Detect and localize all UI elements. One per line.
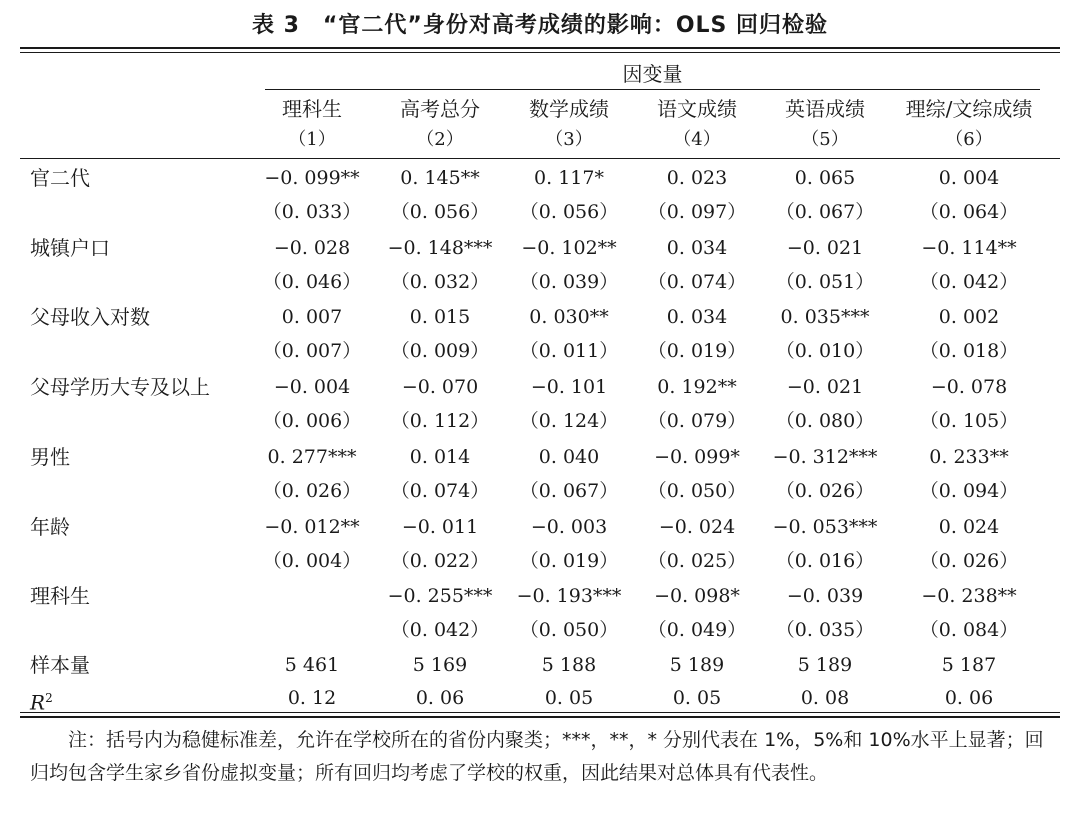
std-error-cell: （0. 009） (390, 340, 490, 362)
coefficient-cell: −0. 021 (786, 237, 864, 259)
coefficient-cell: 0. 277*** (267, 446, 357, 468)
std-error-cell: （0. 026） (775, 480, 875, 502)
row-label: 城镇户口 (30, 236, 110, 260)
std-error-cell: （0. 010） (775, 340, 875, 362)
row-label: 理科生 (30, 584, 90, 608)
coefficient-cell: −0. 312*** (772, 446, 878, 468)
r-squared-label (30, 686, 53, 715)
table-note: 注：括号内为稳健标准差，允许在学校所在的省份内聚类；***，**，* 分别代表在 1%，5%和 10%水平上显著；回归均包含学生家乡省份虚拟变量；所有回归均考虑了学校的权重，因此结果对总体具有代表性。 (30, 729, 1044, 784)
std-error-cell: （0. 007） (262, 340, 362, 362)
r-squared-cell: 0. 08 (800, 687, 850, 709)
std-error-cell: （0. 080） (775, 410, 875, 432)
coefficient-cell: 0. 002 (938, 306, 1000, 328)
coefficient-cell: 0. 233** (929, 446, 1009, 468)
coefficient-cell: −0. 114** (921, 237, 1017, 259)
std-error-cell: （0. 016） (775, 550, 875, 572)
r-squared-symbol: R (30, 690, 46, 715)
sample-size-cell: 5 461 (284, 654, 340, 676)
r-squared-cell: 0. 06 (415, 687, 465, 709)
coefficient-cell: 0. 024 (938, 516, 1000, 538)
coefficient-cell: −0. 102** (521, 237, 617, 259)
std-error-cell: （0. 025） (647, 550, 747, 572)
dependent-variable-header: 因变量 (622, 62, 683, 86)
column-number: （3） (545, 129, 593, 150)
std-error-cell: （0. 032） (390, 271, 490, 293)
table-title: 表 3 “官二代”身份对高考成绩的影响：OLS 回归检验 (251, 13, 829, 38)
coefficient-cell: 0. 040 (538, 446, 600, 468)
std-error-cell: （0. 105） (919, 410, 1019, 432)
std-error-cell: （0. 064） (919, 201, 1019, 223)
coefficient-cell: 0. 007 (281, 306, 343, 328)
coefficient-cell: −0. 255*** (387, 585, 493, 607)
std-error-cell: （0. 019） (519, 550, 619, 572)
std-error-cell: （0. 026） (919, 550, 1019, 572)
row-label: 男性 (30, 445, 70, 469)
column-header: 数学成绩 (529, 97, 609, 121)
column-number: （6） (945, 129, 993, 150)
coefficient-cell: −0. 039 (786, 585, 864, 607)
coefficient-cell: 0. 015 (409, 306, 471, 328)
std-error-cell: （0. 042） (390, 619, 490, 641)
std-error-cell: （0. 042） (919, 271, 1019, 293)
std-error-cell: （0. 074） (390, 480, 490, 502)
std-error-cell: （0. 033） (262, 201, 362, 223)
std-error-cell: （0. 050） (519, 619, 619, 641)
bottom-rule-thick (20, 716, 1060, 718)
std-error-cell: （0. 035） (775, 619, 875, 641)
std-error-cell: （0. 039） (519, 271, 619, 293)
column-number: （1） (288, 129, 336, 150)
row-label: 父母收入对数 (30, 305, 150, 329)
column-number: （2） (416, 129, 464, 150)
std-error-cell: （0. 067） (519, 480, 619, 502)
row-label: 父母学历大专及以上 (30, 375, 210, 399)
coefficient-cell: −0. 024 (658, 516, 736, 538)
std-error-cell: （0. 051） (775, 271, 875, 293)
column-header: 英语成绩 (785, 97, 865, 121)
coefficient-cell: 0. 004 (938, 167, 1000, 189)
coefficient-cell: −0. 078 (930, 376, 1008, 398)
coefficient-cell: −0. 003 (530, 516, 608, 538)
r-squared-cell: 0. 12 (287, 687, 337, 709)
sample-size-cell: 5 188 (541, 654, 597, 676)
coefficient-cell: 0. 145** (400, 167, 480, 189)
coefficient-cell: −0. 070 (401, 376, 479, 398)
coefficient-cell: −0. 053*** (772, 516, 878, 538)
coefficient-cell: 0. 117* (534, 167, 604, 189)
column-number: （4） (673, 129, 721, 150)
std-error-cell: （0. 049） (647, 619, 747, 641)
column-number: （5） (801, 129, 849, 150)
sample-size-cell: 5 189 (669, 654, 725, 676)
coefficient-cell: 0. 030** (529, 306, 609, 328)
sample-size-label: 样本量 (30, 653, 90, 677)
dependent-header-rule (265, 89, 1040, 90)
coefficient-cell: 0. 034 (666, 306, 728, 328)
sample-size-cell: 5 169 (412, 654, 468, 676)
column-header: 语文成绩 (657, 97, 737, 121)
r-squared-cell: 0. 05 (672, 687, 722, 709)
std-error-cell: （0. 094） (919, 480, 1019, 502)
std-error-cell: （0. 004） (262, 550, 362, 572)
top-rule-thin (20, 52, 1060, 53)
std-error-cell: （0. 006） (262, 410, 362, 432)
std-error-cell: （0. 019） (647, 340, 747, 362)
coefficient-cell: −0. 101 (530, 376, 608, 398)
coefficient-cell: 0. 034 (666, 237, 728, 259)
coefficient-cell: −0. 148*** (387, 237, 493, 259)
r-squared-superscript: 2 (45, 691, 53, 705)
row-label: 年龄 (30, 515, 70, 539)
coefficient-cell: −0. 012** (264, 516, 360, 538)
std-error-cell: （0. 112） (390, 410, 490, 432)
sample-size-cell: 5 189 (797, 654, 853, 676)
std-error-cell: （0. 056） (519, 201, 619, 223)
std-error-cell: （0. 050） (647, 480, 747, 502)
std-error-cell: （0. 067） (775, 201, 875, 223)
std-error-cell: （0. 018） (919, 340, 1019, 362)
header-bottom-rule (20, 158, 1060, 159)
coefficient-cell: −0. 011 (401, 516, 479, 538)
r-squared-cell: 0. 05 (544, 687, 594, 709)
column-header: 理科生 (282, 97, 342, 121)
std-error-cell: （0. 022） (390, 550, 490, 572)
coefficient-cell: 0. 035*** (780, 306, 870, 328)
coefficient-cell: 0. 023 (666, 167, 728, 189)
std-error-cell: （0. 056） (390, 201, 490, 223)
coefficient-cell: −0. 004 (273, 376, 351, 398)
coefficient-cell: −0. 238** (921, 585, 1017, 607)
std-error-cell: （0. 011） (519, 340, 619, 362)
coefficient-cell: −0. 021 (786, 376, 864, 398)
r-squared-cell: 0. 06 (944, 687, 994, 709)
coefficient-cell: −0. 098* (654, 585, 740, 607)
top-rule-thick (20, 47, 1060, 49)
std-error-cell: （0. 046） (262, 271, 362, 293)
bottom-rule-thin (20, 712, 1060, 713)
sample-size-cell: 5 187 (941, 654, 997, 676)
coefficient-cell: −0. 193*** (516, 585, 622, 607)
coefficient-cell: 0. 014 (409, 446, 471, 468)
std-error-cell: （0. 079） (647, 410, 747, 432)
std-error-cell: （0. 074） (647, 271, 747, 293)
column-header: 高考总分 (400, 97, 480, 121)
row-label: 官二代 (30, 166, 90, 190)
coefficient-cell: 0. 192** (657, 376, 737, 398)
std-error-cell: （0. 097） (647, 201, 747, 223)
coefficient-cell: −0. 028 (273, 237, 351, 259)
coefficient-cell: −0. 099* (654, 446, 740, 468)
column-header: 理综/文综成绩 (905, 97, 1033, 121)
std-error-cell: （0. 124） (519, 410, 619, 432)
coefficient-cell: 0. 065 (794, 167, 856, 189)
coefficient-cell: −0. 099** (264, 167, 360, 189)
std-error-cell: （0. 026） (262, 480, 362, 502)
std-error-cell: （0. 084） (919, 619, 1019, 641)
